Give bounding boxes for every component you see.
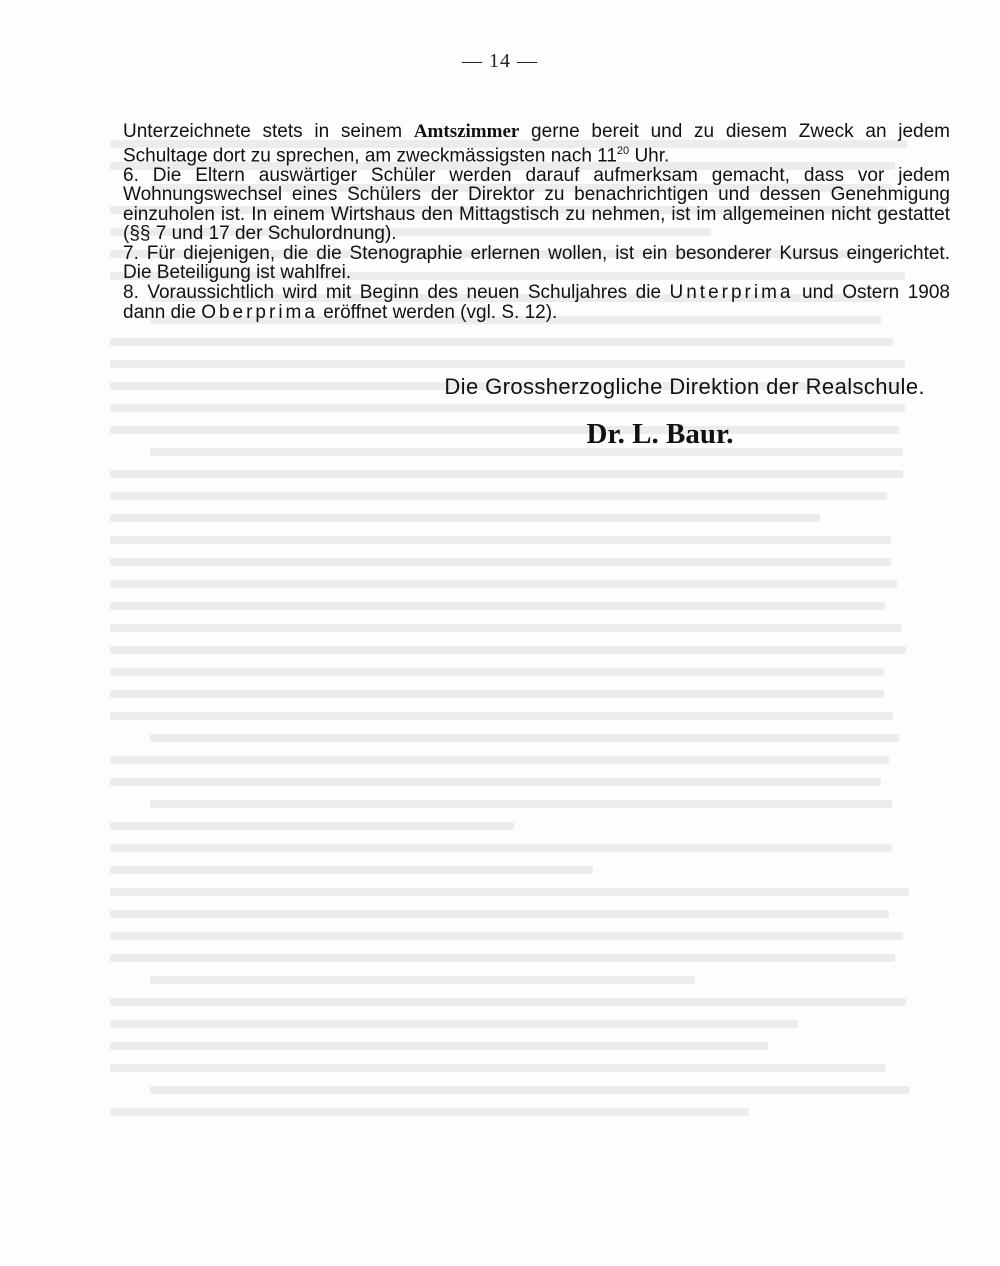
paragraph-6: 6. Die Eltern auswärtiger Schüler werden darauf aufmerksam gemacht, dass vor jedem Wohnungswechsel eines Schülers der Direktor zu benachrichtigen und dessen Genehmigung einzuholen ist. In einem Wirtshaus den Mittagstisch zu nehmen, ist im allgemeinen nicht gestattet (§§ 7 und 17 der Schulordnung). xyxy=(123,164,950,245)
paragraph-intro-text-1: Unterzeichnete stets in seinem xyxy=(123,121,414,142)
paragraph-8-text-1: 8. Voraussichtlich wird mit Beginn des neuen Schuljahres die xyxy=(123,282,670,304)
bleed-line xyxy=(110,602,885,610)
paragraph-8 xyxy=(123,283,950,322)
signature-name: Dr. L. Baur. xyxy=(586,418,734,450)
bleed-line xyxy=(110,1108,749,1116)
bleed-line xyxy=(110,932,903,940)
unterprima-emphasis: Unterprima xyxy=(669,282,794,304)
paragraph-intro xyxy=(123,122,950,166)
bleed-line xyxy=(110,668,884,676)
body-text xyxy=(123,122,950,322)
paragraph-7: 7. Für diejenigen, die die Stenographie erlernen wollen, ist ein besonderer Kursus eingerichtet. Die Beteiligung ist wahlfrei. xyxy=(123,242,950,284)
bleed-line xyxy=(110,778,881,786)
bleed-line xyxy=(150,448,903,456)
bleed-line xyxy=(110,756,889,764)
bleed-line xyxy=(110,844,892,852)
bleed-line xyxy=(110,580,897,588)
bleed-line xyxy=(110,954,895,962)
bleed-line xyxy=(110,536,891,544)
bleed-line xyxy=(110,646,906,654)
bleed-line xyxy=(110,1020,798,1028)
bleed-line xyxy=(110,712,893,720)
bleed-line xyxy=(110,910,889,918)
bleed-line xyxy=(110,470,903,478)
time-superscript: 20 xyxy=(616,144,630,157)
bleed-line xyxy=(110,866,593,874)
bleed-line xyxy=(110,1064,886,1072)
signature-organization: Die Grossherzogliche Direktion der Realschule. xyxy=(444,374,925,399)
bleed-line xyxy=(110,404,905,412)
bleed-line xyxy=(110,514,820,522)
bleed-line xyxy=(150,800,892,808)
bleed-line xyxy=(150,976,695,984)
paragraph-8-text-3: eröffnet werden (vgl. S. 12). xyxy=(317,301,558,323)
bleed-line xyxy=(110,338,893,346)
bleed-line xyxy=(110,360,905,368)
paragraph-intro-text-3: Uhr. xyxy=(629,144,670,166)
bleed-line xyxy=(110,998,906,1006)
bleed-line xyxy=(150,734,899,742)
bleed-line xyxy=(110,426,899,434)
bleed-line xyxy=(110,888,909,896)
paragraph-intro-text-2: gerne bereit und zu diesem Zweck an jedem Schultage dort zu sprechen, am zweckmässigsten nach 11 xyxy=(123,121,950,166)
bleed-line xyxy=(110,558,891,566)
page-number: — 14 — xyxy=(462,50,538,72)
bleed-line xyxy=(150,1086,910,1094)
bleed-line xyxy=(110,822,514,830)
bleed-line xyxy=(110,690,884,698)
bleed-line xyxy=(110,492,887,500)
bleed-line xyxy=(110,1042,768,1050)
paragraph-8-text-2: und Ostern 1908 dann die xyxy=(123,282,950,323)
oberprima-emphasis: Oberprima xyxy=(201,301,318,323)
bleed-line xyxy=(110,624,902,632)
amtszimmer-emphasis: Amtszimmer xyxy=(413,121,520,142)
